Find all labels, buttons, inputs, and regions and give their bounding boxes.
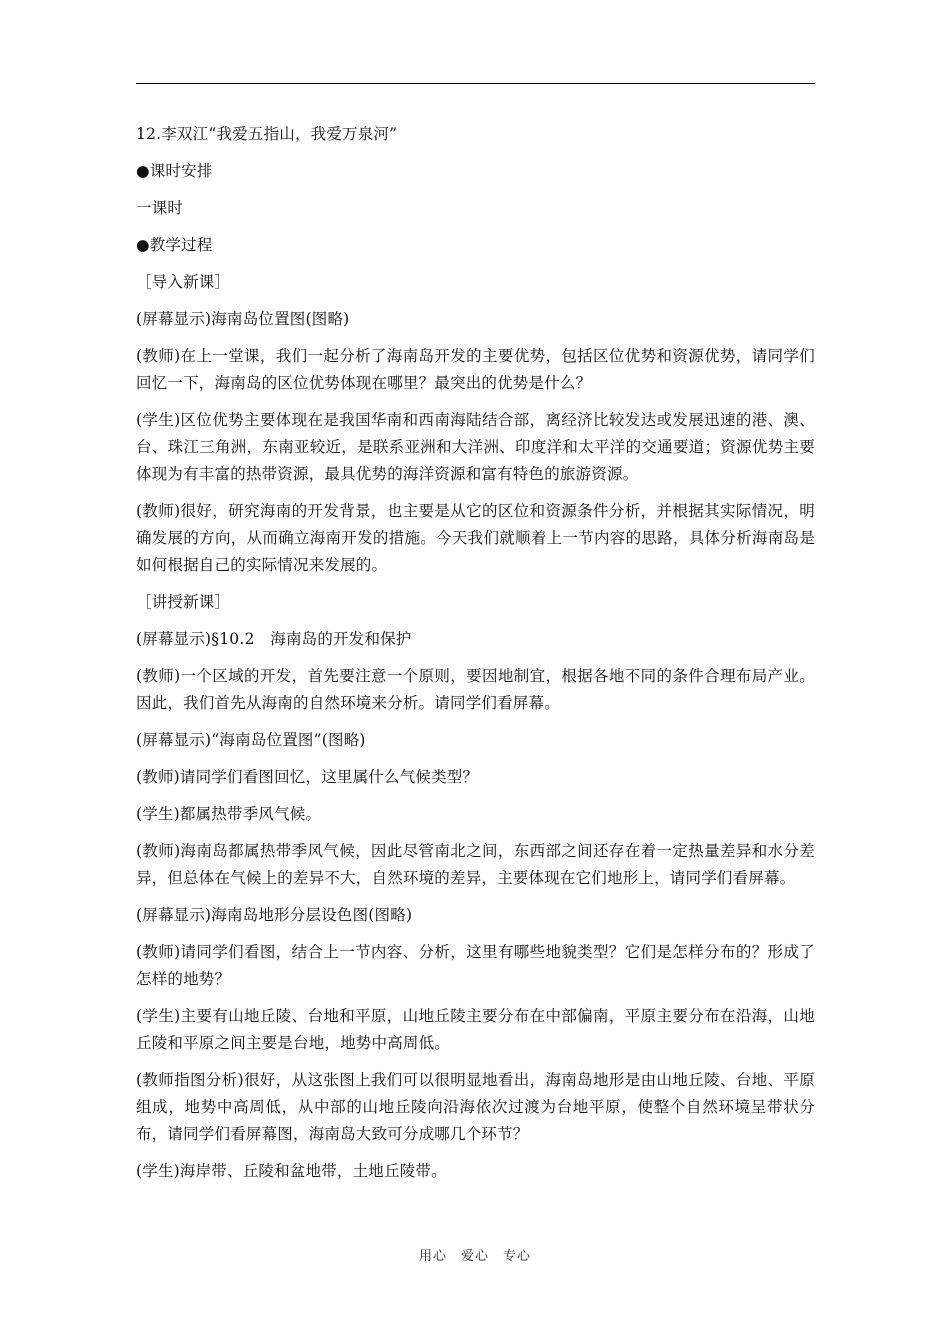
paragraph-teacher-review: (教师)在上一堂课，我们一起分析了海南岛开发的主要优势，包括区位优势和资源优势，请同学们回忆一下，海南岛的区位优势体现在哪里？最突出的优势是什么？ — [136, 347, 815, 392]
heading-lesson-schedule: ●课时安排 — [136, 162, 213, 180]
paragraph-teacher-background: (教师)很好，研究海南的开发背景，也主要是从它的区位和资源条件分析，并根据其实际情况，明确发展的方向，从而确立海南开发的措施。今天我们就顺着上一节内容的思路，具体分析海南岛是如何根据自己的实际情况来发展的。 — [136, 502, 815, 574]
paragraph-teacher-terrain-analysis: (教师指图分析)很好，从这张图上我们可以很明显地看出，海南岛地形是由山地丘陵、台地、平原组成，地势中高周低，从中部的山地丘陵向沿海依次过渡为台地平原，使整个自然环境呈带状分布，请同学们看屏幕图，海南岛大致可分成哪几个环节？ — [136, 1071, 815, 1143]
paragraph-student-advantages: (学生)区位优势主要体现在是我国华南和西南海陆结合部，离经济比较发达或发展迅速的港、澳、台、珠江三角洲，东南亚较近，是联系亚洲和大洋洲、印度洋和太平洋的交通要道；资源优势主要体现为有丰富的热带资源，最具优势的海洋资源和富有特色的旅游资源。 — [136, 411, 815, 483]
paragraph-lesson-count: 一课时 — [136, 199, 184, 217]
paragraph-student-zones-answer: (学生)海岸带、丘陵和盆地带，土地丘陵带。 — [136, 1162, 447, 1180]
heading-teaching-process: ●教学过程 — [136, 236, 213, 254]
page-footer: 用心 爱心 专心 — [418, 1249, 531, 1264]
paragraph-teacher-principle: (教师)一个区域的开发，首先要注意一个原则，要因地制宜，根据各地不同的条件合理布局产业。因此，我们首先从海南的自然环境来分析。请同学们看屏幕。 — [136, 667, 815, 712]
paragraph-screen-location-map: (屏幕显示)海南岛位置图(图略) — [136, 310, 350, 328]
paragraph-teacher-terrain-question: (教师)请同学们看图，结合上一节内容、分析，这里有哪些地貌类型？它们是怎样分布的？形成了怎样的地势？ — [136, 943, 815, 988]
paragraph-teacher-climate-analysis: (教师)海南岛都属热带季风气候，因此尽管南北之间，东西部之间还存在着一定热量差异和水分差异，但总体在气候上的差异不大，自然环境的差异，主要体现在它们地形上，请同学们看屏幕。 — [136, 842, 815, 887]
paragraph-screen-location-map-2: (屏幕显示)“海南岛位置图”(图略) — [136, 731, 366, 749]
paragraph-student-terrain-answer: (学生)主要有山地丘陵、台地和平原，山地丘陵主要分布在中部偏南，平原主要分布在沿海，山地丘陵和平原之间主要是台地，地势中高周低。 — [136, 1007, 815, 1052]
document-body — [136, 121, 815, 1195]
paragraph-student-climate-answer: (学生)都属热带季风气候。 — [136, 805, 322, 823]
heading-teach-new-lesson: ［讲授新课］ — [136, 593, 231, 611]
paragraph-song-title: 12.李双江“我爱五指山，我爱万泉河” — [136, 125, 398, 143]
paragraph-screen-terrain-map: (屏幕显示)海南岛地形分层设色图(图略) — [136, 906, 413, 924]
paragraph-screen-section-title: (屏幕显示)§10.2 海南岛的开发和保护 — [136, 630, 412, 648]
paragraph-teacher-climate-question: (教师)请同学们看图回忆，这里属什么气候类型？ — [136, 768, 479, 786]
header-rule — [136, 83, 815, 84]
heading-introduce-new-lesson: ［导入新课］ — [136, 273, 231, 291]
